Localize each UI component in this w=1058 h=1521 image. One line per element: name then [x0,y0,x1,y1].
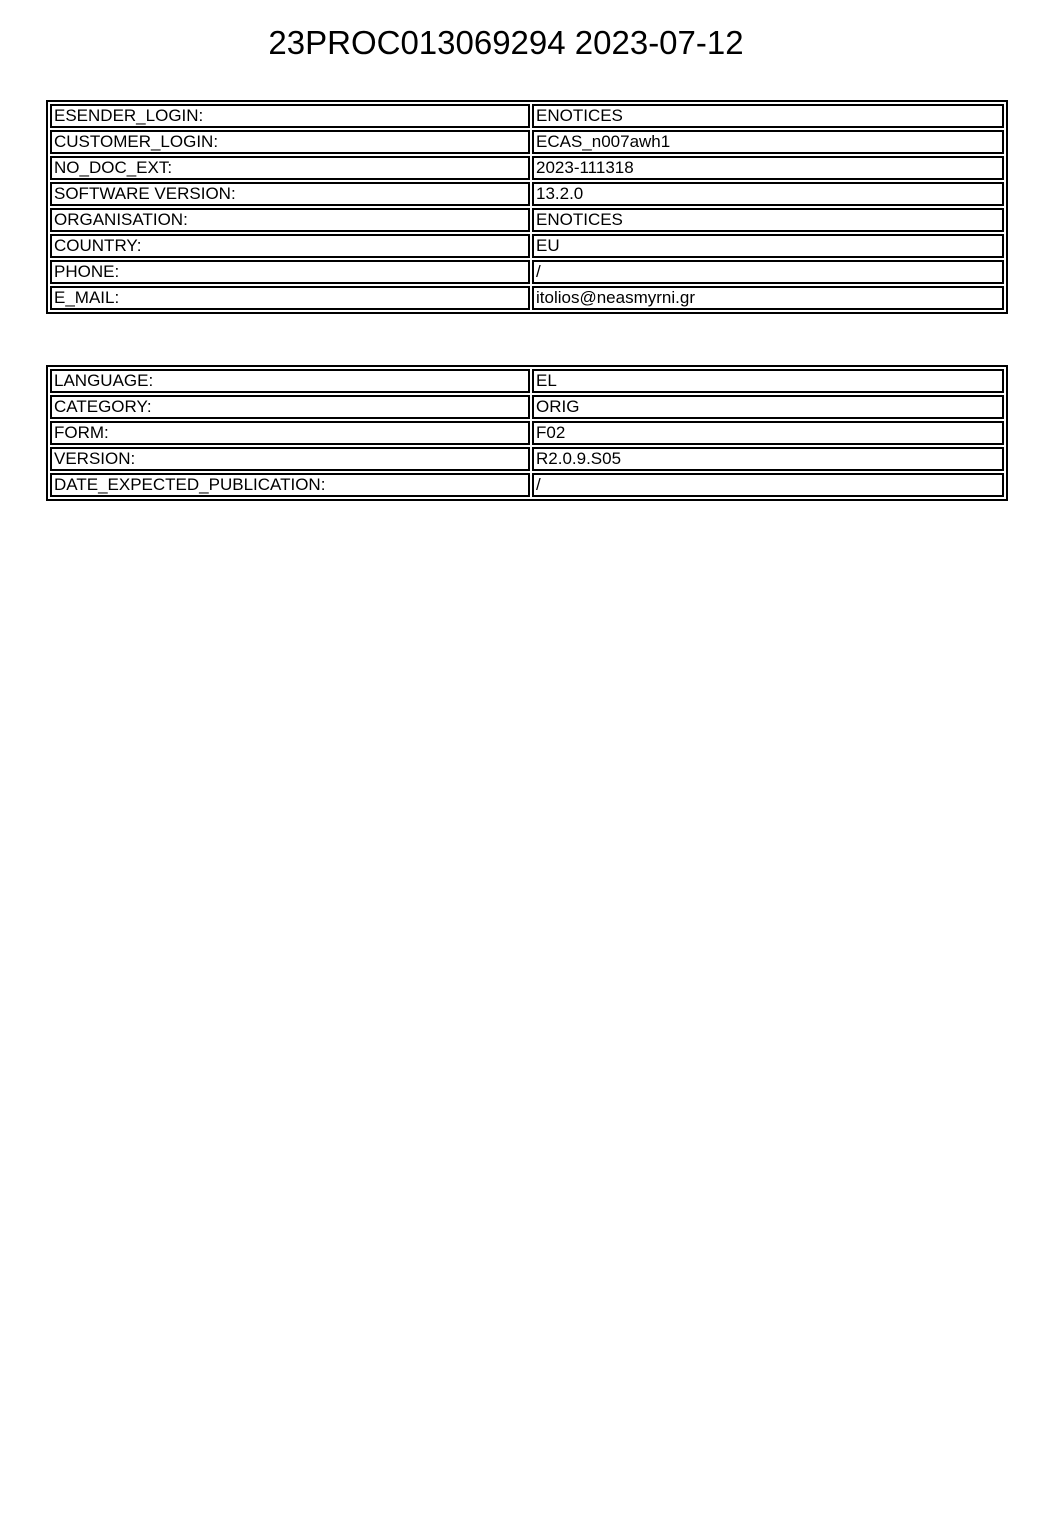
title-area [0,24,1012,62]
field-label: E_MAIL: [50,286,530,310]
field-label: COUNTRY: [50,234,530,258]
field-value: EU [532,234,1004,258]
table-row [50,208,1004,232]
field-value: / [532,260,1004,284]
field-label: VERSION: [50,447,530,471]
field-value: / [532,473,1004,497]
table-row [50,395,1004,419]
field-label: ORGANISATION: [50,208,530,232]
table-row [50,130,1004,154]
field-value: ENOTICES [532,104,1004,128]
table-row [50,447,1004,471]
table-row [50,421,1004,445]
table-row [50,473,1004,497]
field-label: FORM: [50,421,530,445]
field-label: ESENDER_LOGIN: [50,104,530,128]
table-row [50,369,1004,393]
field-label: NO_DOC_EXT: [50,156,530,180]
table-row [50,182,1004,206]
sender-info-table [46,100,1008,314]
table-row [50,260,1004,284]
field-value: F02 [532,421,1004,445]
field-label: DATE_EXPECTED_PUBLICATION: [50,473,530,497]
document-title: 23PROC013069294 2023-07-12 [268,24,744,61]
field-label: CATEGORY: [50,395,530,419]
field-value: EL [532,369,1004,393]
field-label: CUSTOMER_LOGIN: [50,130,530,154]
field-label: PHONE: [50,260,530,284]
table-row [50,104,1004,128]
field-value: ECAS_n007awh1 [532,130,1004,154]
document-page [0,24,1058,1521]
field-value: ORIG [532,395,1004,419]
field-value: itolios@neasmyrni.gr [532,286,1004,310]
table-row [50,286,1004,310]
table-row [50,234,1004,258]
field-label: SOFTWARE VERSION: [50,182,530,206]
field-value: 2023-111318 [532,156,1004,180]
field-value: ENOTICES [532,208,1004,232]
table-row [50,156,1004,180]
field-label: LANGUAGE: [50,369,530,393]
form-meta-table [46,365,1008,501]
field-value: R2.0.9.S05 [532,447,1004,471]
field-value: 13.2.0 [532,182,1004,206]
